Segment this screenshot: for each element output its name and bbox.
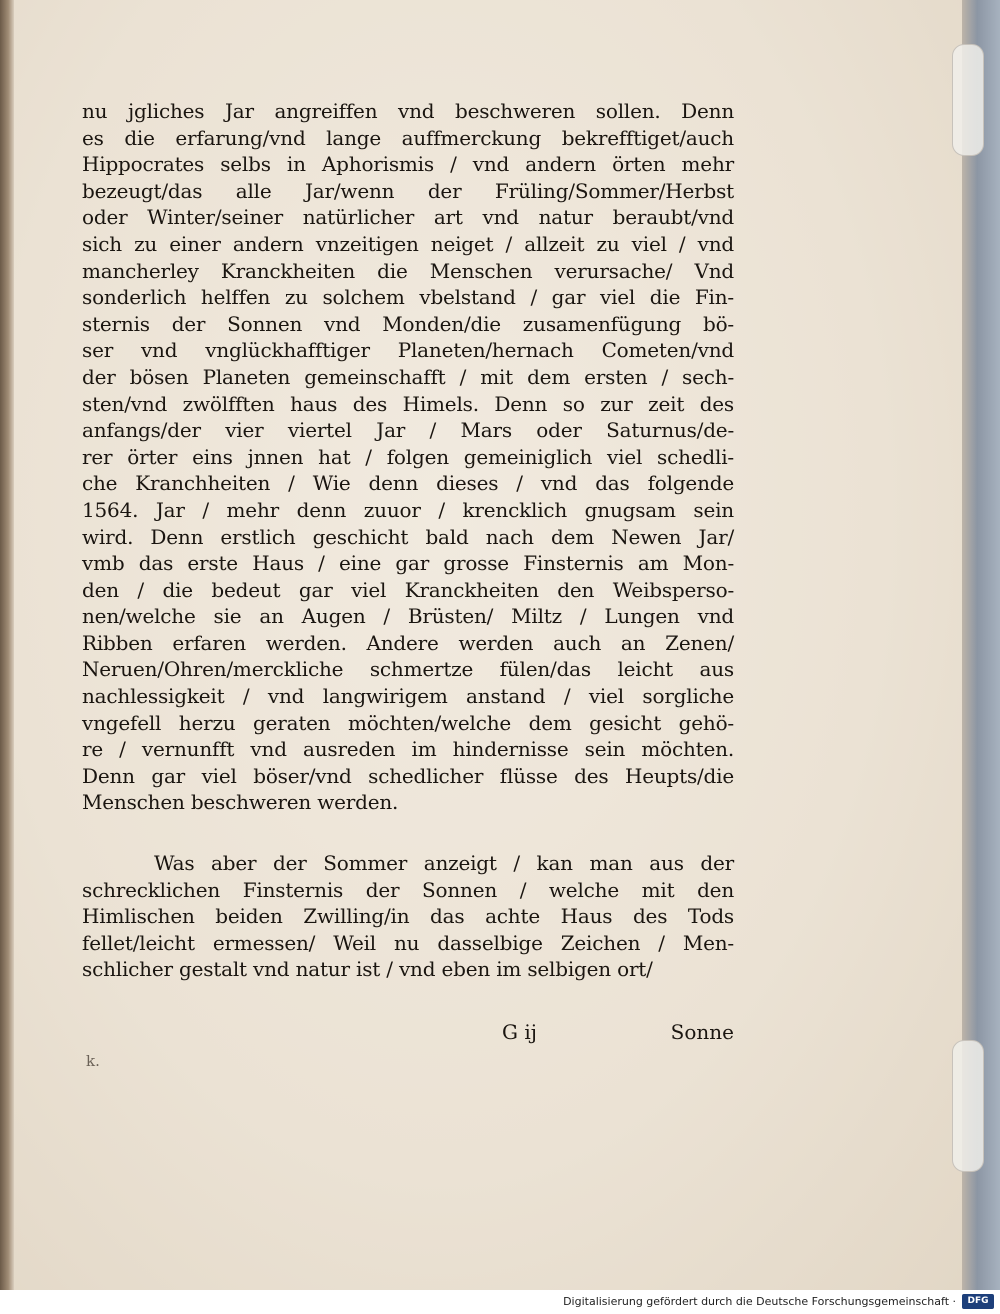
margin-note: k.: [86, 1052, 100, 1070]
text-line: sten/vnd zwölfften haus des Himels. Denn so zur zeit des: [82, 391, 734, 416]
page-signature-row: [82, 1020, 734, 1050]
text-line: sich zu einer andern vnzeitigen neiget / allzeit zu viel / vnd: [82, 231, 734, 256]
text-line: wird. Denn erstlich geschicht bald nach dem Newen Jar/: [82, 524, 734, 549]
text-line: 1564. Jar / mehr denn zuuor / krencklich gnugsam sein: [82, 497, 734, 522]
text-line: mancherley Kranckheiten die Menschen verursache/ Vnd: [82, 258, 734, 283]
text-line: Denn gar viel böser/vnd schedlicher flüsse des Heupts/die: [82, 763, 734, 788]
text-line: nu jgliches Jar angreiffen vnd beschweren sollen. Denn: [82, 99, 734, 123]
text-line: Neruen/Ohren/merckliche schmertze fülen/das leicht aus: [82, 657, 734, 682]
text-line: oder Winter/seiner natürlicher art vnd natur beraubt/vnd: [82, 205, 734, 230]
text-line: Hippocrates selbs in Aphorismis / vnd andern örten mehr: [82, 152, 734, 177]
catchword: Sonne: [670, 1020, 734, 1044]
text-line: schrecklichen Finsternis der Sonnen / welche mit den: [82, 877, 734, 902]
text-line: der bösen Planeten gemeinschafft / mit dem ersten / sech-: [82, 364, 734, 389]
paragraph-1: [82, 98, 734, 816]
signature-mark: G ij: [502, 1020, 537, 1044]
text-line: Menschen beschweren werden.: [82, 790, 399, 815]
text-line: sternis der Sonnen vnd Monden/die zusamenfügung bö-: [82, 311, 734, 336]
text-line: che Kranchheiten / Wie denn dieses / vnd das folgende: [82, 471, 734, 496]
text-line: anfangs/der vier viertel Jar / Mars oder Saturnus/de-: [82, 418, 734, 443]
text-line: ser vnd vnglückhafftiger Planeten/hernach Cometen/vnd: [82, 338, 734, 363]
footer-credit: Digitalisierung gefördert durch die Deutsche Forschungsgemeinschaft ·: [563, 1295, 956, 1308]
text-line: vmb das erste Haus / eine gar grosse Finsternis am Mon-: [82, 551, 734, 576]
text-line: Himlischen beiden Zwilling/in das achte Haus des Tods: [82, 904, 734, 929]
text-line: bezeugt/das alle Jar/wenn der Früling/Sommer/Herbst: [82, 178, 734, 203]
page-clip-top: [952, 44, 984, 156]
text-line: vngefell herzu geraten möchten/welche dem gesicht gehö-: [82, 710, 734, 735]
text-line: nen/welche sie an Augen / Brüsten/ Miltz / Lungen vnd: [82, 604, 734, 629]
text-line: Was aber der Sommer anzeigt / kan man aus der: [154, 851, 734, 876]
body-text: [82, 98, 734, 983]
text-line: Ribben erfaren werden. Andere werden auch an Zenen/: [82, 630, 734, 655]
paragraph-2: [82, 850, 734, 983]
page-clip-bottom: [952, 1040, 984, 1172]
paragraph-gap: [82, 816, 734, 850]
text-line: fellet/leicht ermessen/ Weil nu dasselbige Zeichen / Men-: [82, 930, 734, 955]
text-line: es die erfarung/vnd lange auffmerckung bekrefftiget/auch: [82, 125, 734, 150]
text-line: sonderlich helffen zu solchem vbelstand / gar viel die Fin-: [82, 285, 734, 310]
dfg-logo: DFG: [962, 1294, 994, 1309]
book-spine-shadow: [0, 0, 14, 1314]
text-line: re / vernunfft vnd ausreden im hindernisse sein möchten.: [82, 737, 734, 762]
text-line: nachlessigkeit / vnd langwirigem anstand / viel sorgliche: [82, 684, 734, 709]
text-line: den / die bedeut gar viel Kranckheiten den Weibsperso-: [82, 577, 734, 602]
text-line: rer örter eins jnnen hat / folgen gemeiniglich viel schedli-: [82, 444, 734, 469]
text-line: schlicher gestalt vnd natur ist / vnd eben im selbigen ort/: [82, 957, 653, 982]
